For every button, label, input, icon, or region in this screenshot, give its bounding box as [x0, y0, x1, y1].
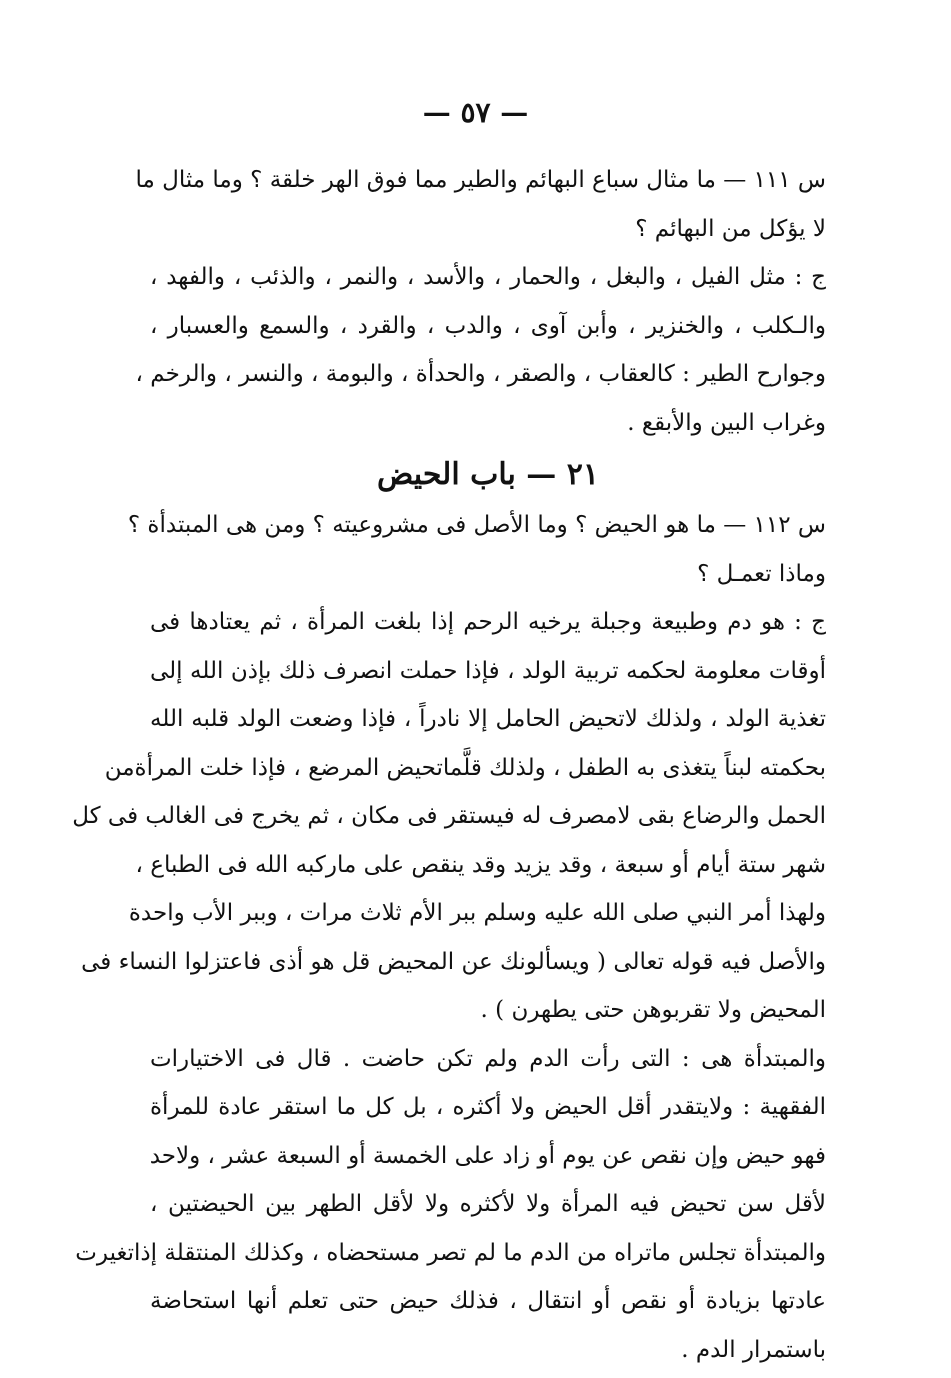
text-line: الحمل والرضاع بقى لامصرف له فيستقر فى مكان ، ثم يخرج فى الغالب فى كل [72, 803, 826, 829]
text-line: وماذا تعمـل ؟ [697, 560, 826, 587]
text-line: وجوارح الطير : كالعقاب ، والصقر ، والحدأة ، والبومة ، والنسر ، والرخم ، [135, 361, 826, 387]
text-line: س ١١٢ — ما هو الحيض ؟ وما الأصل فى مشروعيته ؟ ومن هى المبتدأة ؟ [127, 512, 826, 538]
text-line: ولهذا أمر النبي صلى الله عليه وسلم ببر الأم ثلاث مرات ، وببر الأب واحدة [128, 900, 826, 926]
text-line: الفقهية : ولايتقدر أقل الحيض ولا أكثره ، بل كل ما استقر عادة للمرأة [150, 1094, 826, 1120]
text-line: فهو حيض وإن نقص عن يوم أو زاد على الخمسة أو السبعة عشر ، ولاحد [149, 1142, 826, 1169]
text-line: والمبتدأة تجلس ماتراه من الدم ما لم تصر مستحضاه ، وكذلك المنتقلة إذاتغيرت [75, 1239, 826, 1266]
page-number: — ٥٧ — [422, 96, 529, 129]
paragraph-mubtadaa [75, 1035, 826, 1375]
text-line: والأصل فيه قوله تعالى ( ويسألونك عن المحيض قل هو أذى فاعتزلوا النساء فى [81, 948, 826, 975]
section-heading: ٢١ — باب الحيض [377, 457, 599, 492]
text-line: والمبتدأة هى : التى رأت الدم ولم تكن حاضت . قال فى الاختيارات [150, 1045, 826, 1072]
page-body [72, 156, 826, 1374]
text-line: بحكمته لبناً يتغذى به الطفل ، ولذلك قلَّماتحيض المرضع ، فإذا خلت المرأةمن [104, 754, 826, 781]
text-line: المحيض ولا تقربوهن حتى يطهرن ) . [480, 997, 826, 1023]
text-line: باستمرار الدم . [681, 1336, 826, 1363]
question-112 [127, 501, 826, 598]
text-line: والـكلب ، والخنزير ، وأبن آوى ، والدب ، والقرد ، والسمع والعسبار ، [150, 312, 826, 339]
answer-112 [72, 598, 826, 1035]
answer-111 [135, 253, 826, 447]
text-line: لأقل سن تحيض فيه المرأة ولا لأكثره ولا لأقل الطهر بين الحيضتين ، [150, 1191, 826, 1217]
text-line: س ١١١ — ما مثال سباع البهائم والطير مما فوق الهر خلقة ؟ وما مثال ما [135, 167, 826, 193]
question-111 [135, 156, 826, 253]
text-line: تغذية الولد ، ولذلك لاتحيض الحامل إلا نادراً ، فإذا وضعت الولد قلبه الله [150, 706, 826, 732]
text-line: لا يؤكل من البهائم ؟ [635, 215, 826, 242]
text-line: ج : مثل الفيل ، والبغل ، والحمار ، والأسد ، والنمر ، والذئب ، والفهد ، [150, 264, 826, 290]
text-line: ج : هو دم وطبيعة وجبلة يرخيه الرحم إذا بلغت المرأة ، ثم يعتادها فى [150, 609, 826, 635]
text-line: أوقات معلومة لحكمه تربية الولد ، فإذا حملت انصرف ذلك بإذن الله إلى [150, 657, 826, 684]
text-line: وغراب البين والأبقع . [627, 409, 826, 436]
text-line: عادتها بزيادة أو نقص أو انتقال ، فذلك حيض حتى تعلم أنها استحاضة [150, 1288, 826, 1314]
text-line: شهر ستة أيام أو سبعة ، وقد يزيد وقد ينقص على ماركبه الله فى الطباع ، [135, 851, 826, 878]
